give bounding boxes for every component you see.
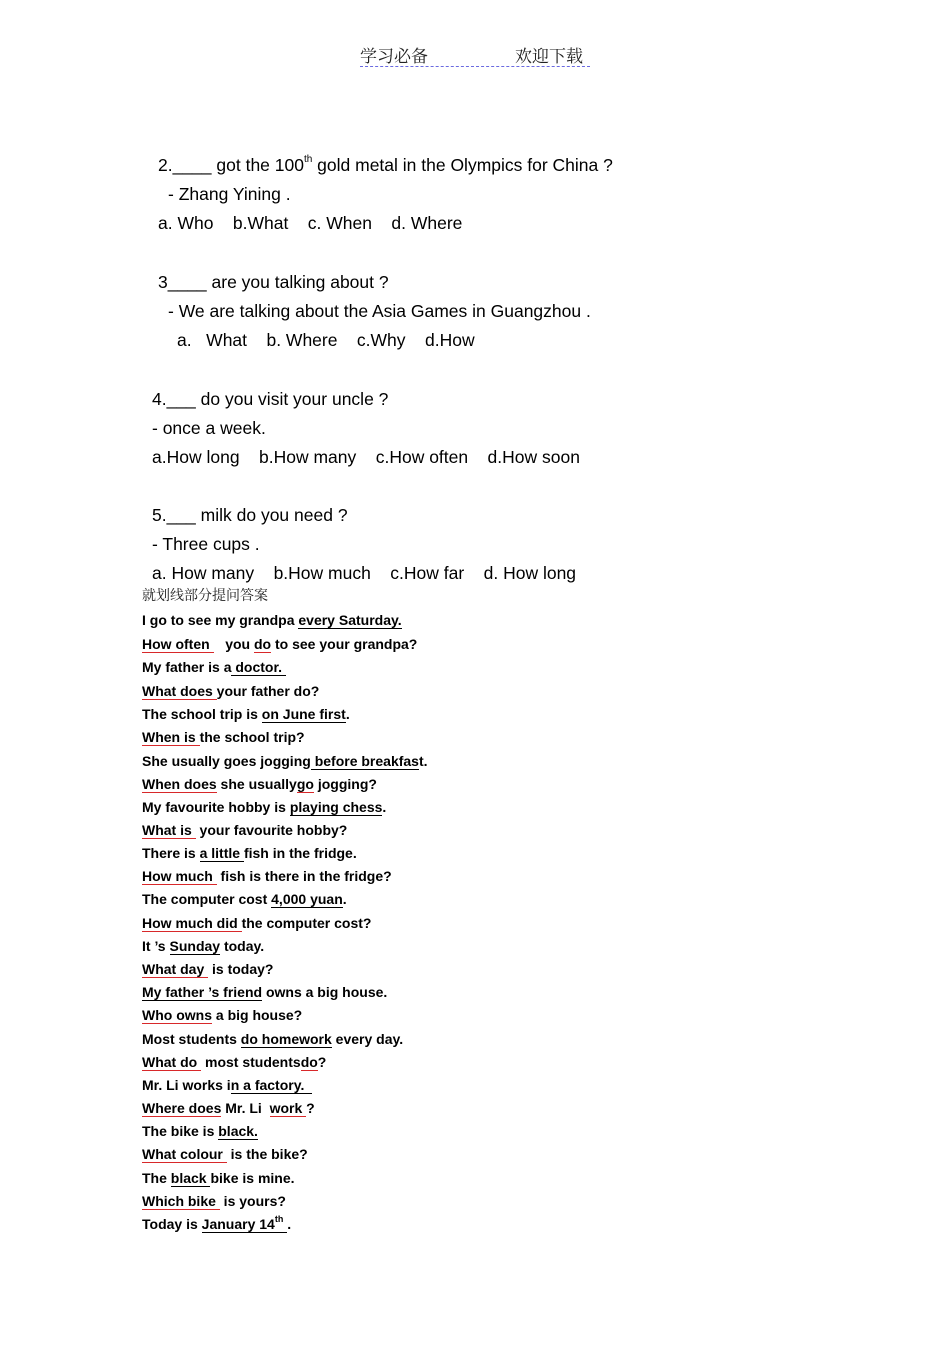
question-4-options: a.How long b.How many c.How often d.How soon <box>152 447 580 467</box>
answer-line: Most students do homework every day. <box>142 1031 404 1047</box>
question-3-options: a. What b. Where c.Why d.How <box>177 330 475 350</box>
header-left-text: 学习必备 <box>360 47 428 67</box>
question-2-superscript: th <box>303 154 313 165</box>
question-line: What does your father do? <box>142 683 320 699</box>
question-3-answer: - We are talking about the Asia Games in Guangzhou . <box>168 301 591 321</box>
question-4: 4.___ do you visit your uncle ? <box>152 389 389 409</box>
question-line: Where does Mr. Li work ? <box>142 1100 315 1116</box>
answer-line: She usually goes jogging before breakfast. <box>142 753 428 769</box>
question-line: Who owns a big house? <box>142 1007 303 1023</box>
question-2-answer: - Zhang Yining . <box>168 184 291 204</box>
question-line: What do most studentsdo? <box>142 1054 327 1070</box>
section-title: 就划线部分提问答案 <box>142 588 268 604</box>
question-line: How much did the computer cost? <box>142 915 372 931</box>
question-4-answer: - once a week. <box>152 418 266 438</box>
answer-line: My favourite hobby is playing chess. <box>142 799 387 815</box>
question-2-text-b: gold metal in the Olympics for China ? <box>312 155 613 175</box>
page-header <box>360 42 590 67</box>
question-2 <box>158 154 613 180</box>
answer-line: The bike is black. <box>142 1123 258 1139</box>
answer-line: Mr. Li works in a factory. <box>142 1077 313 1093</box>
answer-line: The black bike is mine. <box>142 1170 295 1186</box>
question-line: When is the school trip? <box>142 729 305 745</box>
answer-line: Today is January 14th . <box>142 1214 292 1232</box>
answer-line: There is a little fish in the fridge. <box>142 845 357 861</box>
question-5-answer: - Three cups . <box>152 534 260 554</box>
question-5-options: a. How many b.How much c.How far d. How long <box>152 563 577 583</box>
question-5: 5.___ milk do you need ? <box>152 505 348 525</box>
header-right-text: 欢迎下载 <box>515 47 583 67</box>
answer-line: I go to see my grandpa every Saturday. <box>142 612 402 628</box>
answer-line: It ’s Sunday today. <box>142 938 265 954</box>
question-3: 3____ are you talking about ? <box>158 272 389 292</box>
question-2-text-a: 2.____ got the 100 <box>158 155 304 175</box>
answer-line: My father ’s friend owns a big house. <box>142 984 388 1000</box>
question-line: What day is today? <box>142 961 274 977</box>
question-line: What colour is the bike? <box>142 1146 308 1162</box>
question-line: Which bike is yours? <box>142 1193 286 1209</box>
answer-line: My father is a doctor. <box>142 659 286 675</box>
answer-line: The computer cost 4,000 yuan. <box>142 891 347 907</box>
question-line: How often you do to see your grandpa? <box>142 636 418 652</box>
question-line: When does she usuallygo jogging? <box>142 776 377 792</box>
question-2-options: a. Who b.What c. When d. Where <box>158 213 463 233</box>
question-line: How much fish is there in the fridge? <box>142 868 392 884</box>
question-line: What is your favourite hobby? <box>142 822 348 838</box>
answer-line: The school trip is on June first. <box>142 706 350 722</box>
